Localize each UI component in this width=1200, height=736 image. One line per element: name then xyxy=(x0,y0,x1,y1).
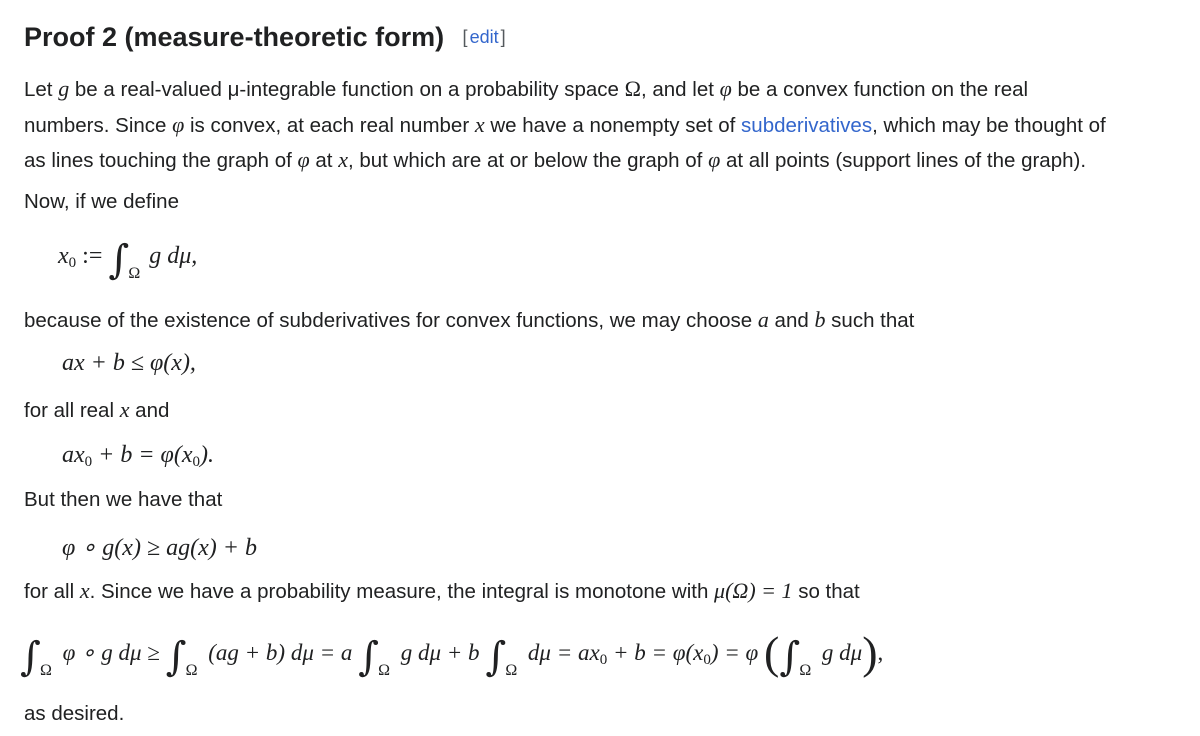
paragraph-probability-measure: for all x. Since we have a probability measure, the integral is monotone with μ(Ω) = 1 so that xyxy=(24,578,860,603)
edit-bracket-close: ] xyxy=(500,27,506,47)
integral-sign: ∫ Ω xyxy=(108,237,141,283)
edit-link[interactable]: edit xyxy=(469,27,499,47)
subderivatives-link[interactable]: subderivatives xyxy=(741,113,873,137)
integral-sign: ∫ Ω xyxy=(358,634,391,680)
paragraph-but-then: But then we have that xyxy=(24,488,223,511)
intro-line-3: as lines touching the graph of φ at x, but which are at or below the graph of φ at all points (support lines of the graph). xyxy=(24,147,1087,172)
edit-bracket-open: [ xyxy=(462,27,468,47)
intro-line-2: numbers. Since φ is convex, at each real number x we have a nonempty set of subderivatives, which may be thought of xyxy=(24,111,1106,137)
paragraph-existence: because of the existence of subderivatives for convex functions, we may choose a and b such that xyxy=(24,307,915,332)
integral-sign: ∫ Ω xyxy=(485,634,518,680)
edit-section-link xyxy=(463,27,506,47)
paragraph-define: Now, if we define xyxy=(24,190,179,213)
equation-jensen-chain: ∫ Ω φ ∘ g dμ ≥ ∫ Ω (ag + b) dμ = a ∫ Ω g dμ + b ∫ Ω $d\mu = ax_0 + b = \varphi(x_0) = \varphi$ (∫ Ω g dμ), xyxy=(20,627,884,680)
equation-tangent-point: $ax_0 + b = \varphi(x_0)$. xyxy=(62,442,214,470)
section-title: Proof 2 (measure-theoretic form) xyxy=(24,22,445,52)
integral-sign: ∫ Ω xyxy=(779,634,812,680)
section-heading xyxy=(24,22,506,53)
paragraph-as-desired: as desired. xyxy=(24,702,125,725)
equation-support-line: ax + b ≤ φ(x), xyxy=(62,350,196,376)
equation-definition: $x_0$ := ∫ Ω g dμ, xyxy=(58,237,198,283)
paragraph-intro xyxy=(24,72,1106,179)
integral-sign: ∫ Ω xyxy=(165,634,198,680)
equation-composition: φ ∘ g(x) ≥ ag(x) + b xyxy=(62,535,257,561)
paragraph-for-all-real: for all real x and xyxy=(24,397,170,422)
integral-sign: ∫ Ω xyxy=(20,634,52,680)
intro-line-1: Let g be a real-valued μ-integrable function on a probability space Ω, and let φ be a convex function on the real xyxy=(24,76,1029,101)
